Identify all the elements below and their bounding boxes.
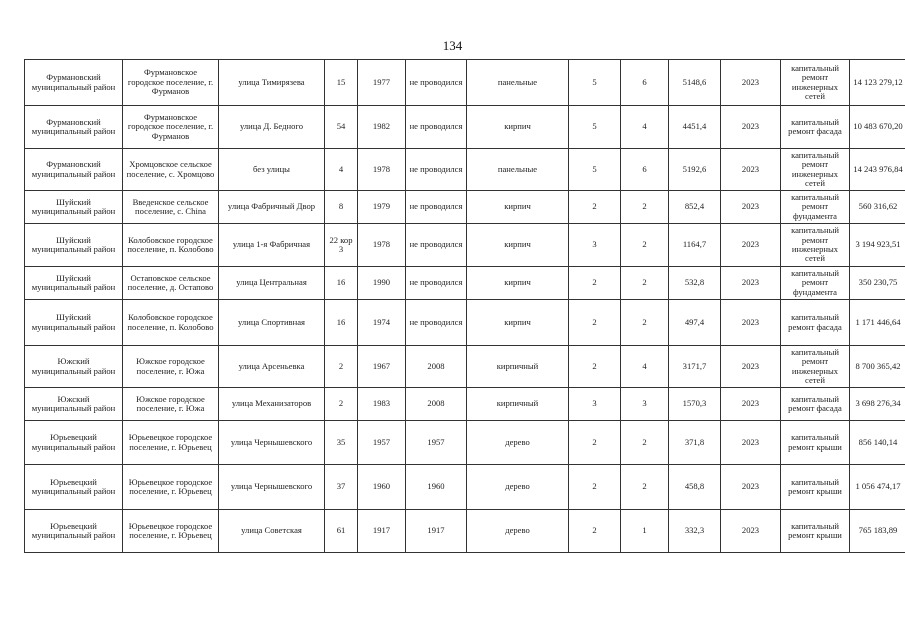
cost-cell: 3 698 276,34 bbox=[850, 388, 905, 421]
house-number-cell: 54 bbox=[325, 106, 358, 149]
wall-material-cell: дерево bbox=[467, 421, 569, 465]
table-row bbox=[25, 346, 905, 388]
last-repair-cell: не проводился bbox=[406, 149, 467, 191]
settlement-cell: Фурмановское городское поселение, г. Фурманов bbox=[123, 106, 219, 149]
work-type-cell: капитальный ремонт инженерных сетей bbox=[781, 60, 850, 106]
entrances-cell: 4 bbox=[621, 106, 669, 149]
cost-cell: 3 194 923,51 bbox=[850, 224, 905, 267]
floors-cell: 2 bbox=[569, 300, 621, 346]
street-cell: улица Тимирязева bbox=[219, 60, 325, 106]
house-number-cell: 15 bbox=[325, 60, 358, 106]
floors-cell: 2 bbox=[569, 191, 621, 224]
plan-year-cell: 2023 bbox=[721, 421, 781, 465]
settlement-cell: Остаповское сельское поселение, д. Остапово bbox=[123, 267, 219, 300]
floors-cell: 3 bbox=[569, 388, 621, 421]
district-cell: Южский муниципальный район bbox=[25, 388, 123, 421]
house-number-cell: 37 bbox=[325, 465, 358, 510]
house-number-cell: 22 кор 3 bbox=[325, 224, 358, 267]
cost-cell: 8 700 365,42 bbox=[850, 346, 905, 388]
cost-cell: 856 140,14 bbox=[850, 421, 905, 465]
floors-cell: 5 bbox=[569, 106, 621, 149]
area-cell: 532,8 bbox=[669, 267, 721, 300]
plan-year-cell: 2023 bbox=[721, 60, 781, 106]
work-type-cell: капитальный ремонт фундамента bbox=[781, 267, 850, 300]
settlement-cell: Юрьевецкое городское поселение, г. Юрьевец bbox=[123, 465, 219, 510]
year-built-cell: 1957 bbox=[358, 421, 406, 465]
area-cell: 3171,7 bbox=[669, 346, 721, 388]
house-number-cell: 2 bbox=[325, 346, 358, 388]
house-number-cell: 8 bbox=[325, 191, 358, 224]
entrances-cell: 2 bbox=[621, 224, 669, 267]
wall-material-cell: кирпич bbox=[467, 191, 569, 224]
area-cell: 371,8 bbox=[669, 421, 721, 465]
area-cell: 5192,6 bbox=[669, 149, 721, 191]
wall-material-cell: панельные bbox=[467, 149, 569, 191]
area-cell: 332,3 bbox=[669, 510, 721, 553]
district-cell: Юрьевецкий муниципальный район bbox=[25, 510, 123, 553]
settlement-cell: Юрьевецкое городское поселение, г. Юрьевец bbox=[123, 510, 219, 553]
area-cell: 1570,3 bbox=[669, 388, 721, 421]
district-cell: Шуйский муниципальный район bbox=[25, 267, 123, 300]
area-cell: 5148,6 bbox=[669, 60, 721, 106]
street-cell: улица Фабричный Двор bbox=[219, 191, 325, 224]
wall-material-cell: панельные bbox=[467, 60, 569, 106]
wall-material-cell: кирпич bbox=[467, 224, 569, 267]
year-built-cell: 1979 bbox=[358, 191, 406, 224]
floors-cell: 2 bbox=[569, 421, 621, 465]
street-cell: улица Арсеньевка bbox=[219, 346, 325, 388]
work-type-cell: капитальный ремонт фундамента bbox=[781, 191, 850, 224]
district-cell: Юрьевецкий муниципальный район bbox=[25, 465, 123, 510]
street-cell: улица 1-я Фабричная bbox=[219, 224, 325, 267]
district-cell: Южский муниципальный район bbox=[25, 346, 123, 388]
wall-material-cell: дерево bbox=[467, 510, 569, 553]
table-row bbox=[25, 149, 905, 191]
last-repair-cell: не проводился bbox=[406, 224, 467, 267]
plan-year-cell: 2023 bbox=[721, 388, 781, 421]
wall-material-cell: кирпичный bbox=[467, 346, 569, 388]
house-number-cell: 61 bbox=[325, 510, 358, 553]
area-cell: 852,4 bbox=[669, 191, 721, 224]
area-cell: 1164,7 bbox=[669, 224, 721, 267]
settlement-cell: Колобовское городское поселение, п. Колобово bbox=[123, 300, 219, 346]
table-row bbox=[25, 224, 905, 267]
settlement-cell: Юрьевецкое городское поселение, г. Юрьевец bbox=[123, 421, 219, 465]
work-type-cell: капитальный ремонт фасада bbox=[781, 300, 850, 346]
year-built-cell: 1990 bbox=[358, 267, 406, 300]
year-built-cell: 1917 bbox=[358, 510, 406, 553]
table-row bbox=[25, 465, 905, 510]
plan-year-cell: 2023 bbox=[721, 224, 781, 267]
floors-cell: 2 bbox=[569, 267, 621, 300]
year-built-cell: 1960 bbox=[358, 465, 406, 510]
table-row bbox=[25, 191, 905, 224]
year-built-cell: 1967 bbox=[358, 346, 406, 388]
house-number-cell: 4 bbox=[325, 149, 358, 191]
entrances-cell: 2 bbox=[621, 300, 669, 346]
street-cell: улица Механизаторов bbox=[219, 388, 325, 421]
area-cell: 4451,4 bbox=[669, 106, 721, 149]
table-row bbox=[25, 300, 905, 346]
year-built-cell: 1983 bbox=[358, 388, 406, 421]
settlement-cell: Колобовское городское поселение, п. Колобово bbox=[123, 224, 219, 267]
entrances-cell: 2 bbox=[621, 421, 669, 465]
table-row bbox=[25, 421, 905, 465]
settlement-cell: Южское городское поселение, г. Южа bbox=[123, 388, 219, 421]
floors-cell: 2 bbox=[569, 510, 621, 553]
cost-cell: 14 123 279,12 bbox=[850, 60, 905, 106]
district-cell: Шуйский муниципальный район bbox=[25, 191, 123, 224]
floors-cell: 2 bbox=[569, 465, 621, 510]
street-cell: без улицы bbox=[219, 149, 325, 191]
plan-year-cell: 2023 bbox=[721, 346, 781, 388]
plan-year-cell: 2023 bbox=[721, 465, 781, 510]
street-cell: улица Советская bbox=[219, 510, 325, 553]
table-row bbox=[25, 60, 905, 106]
settlement-cell: Введенское сельское поселение, с. China bbox=[123, 191, 219, 224]
work-type-cell: капитальный ремонт фасада bbox=[781, 106, 850, 149]
floors-cell: 5 bbox=[569, 149, 621, 191]
housing-repair-table bbox=[24, 59, 905, 553]
house-number-cell: 2 bbox=[325, 388, 358, 421]
area-cell: 458,8 bbox=[669, 465, 721, 510]
last-repair-cell: не проводился bbox=[406, 191, 467, 224]
page-number: 134 bbox=[442, 38, 463, 53]
house-number-cell: 16 bbox=[325, 300, 358, 346]
work-type-cell: капитальный ремонт крыши bbox=[781, 510, 850, 553]
plan-year-cell: 2023 bbox=[721, 300, 781, 346]
settlement-cell: Южское городское поселение, г. Южа bbox=[123, 346, 219, 388]
last-repair-cell: 1960 bbox=[406, 465, 467, 510]
district-cell: Шуйский муниципальный район bbox=[25, 300, 123, 346]
last-repair-cell: 1917 bbox=[406, 510, 467, 553]
entrances-cell: 4 bbox=[621, 346, 669, 388]
settlement-cell: Хромцовское сельское поселение, с. Хромцово bbox=[123, 149, 219, 191]
floors-cell: 2 bbox=[569, 346, 621, 388]
last-repair-cell: 2008 bbox=[406, 388, 467, 421]
table-row bbox=[25, 106, 905, 149]
entrances-cell: 1 bbox=[621, 510, 669, 553]
plan-year-cell: 2023 bbox=[721, 149, 781, 191]
year-built-cell: 1977 bbox=[358, 60, 406, 106]
entrances-cell: 2 bbox=[621, 267, 669, 300]
table-row bbox=[25, 267, 905, 300]
entrances-cell: 3 bbox=[621, 388, 669, 421]
work-type-cell: капитальный ремонт крыши bbox=[781, 465, 850, 510]
entrances-cell: 2 bbox=[621, 191, 669, 224]
street-cell: улица Спортивная bbox=[219, 300, 325, 346]
plan-year-cell: 2023 bbox=[721, 267, 781, 300]
last-repair-cell: 2008 bbox=[406, 346, 467, 388]
entrances-cell: 6 bbox=[621, 60, 669, 106]
last-repair-cell: не проводился bbox=[406, 60, 467, 106]
table-row bbox=[25, 388, 905, 421]
wall-material-cell: кирпич bbox=[467, 106, 569, 149]
settlement-cell: Фурмановское городское поселение, г. Фурманов bbox=[123, 60, 219, 106]
work-type-cell: капитальный ремонт инженерных сетей bbox=[781, 224, 850, 267]
area-cell: 497,4 bbox=[669, 300, 721, 346]
table-row bbox=[25, 510, 905, 553]
last-repair-cell: не проводился bbox=[406, 300, 467, 346]
last-repair-cell: не проводился bbox=[406, 267, 467, 300]
wall-material-cell: кирпич bbox=[467, 300, 569, 346]
work-type-cell: капитальный ремонт инженерных сетей bbox=[781, 149, 850, 191]
house-number-cell: 16 bbox=[325, 267, 358, 300]
district-cell: Фурмановский муниципальный район bbox=[25, 149, 123, 191]
year-built-cell: 1974 bbox=[358, 300, 406, 346]
work-type-cell: капитальный ремонт крыши bbox=[781, 421, 850, 465]
year-built-cell: 1978 bbox=[358, 224, 406, 267]
work-type-cell: капитальный ремонт инженерных сетей bbox=[781, 346, 850, 388]
district-cell: Шуйский муниципальный район bbox=[25, 224, 123, 267]
street-cell: улица Чернышевского bbox=[219, 465, 325, 510]
street-cell: улица Д. Бедного bbox=[219, 106, 325, 149]
plan-year-cell: 2023 bbox=[721, 510, 781, 553]
last-repair-cell: 1957 bbox=[406, 421, 467, 465]
cost-cell: 560 316,62 bbox=[850, 191, 905, 224]
district-cell: Фурмановский муниципальный район bbox=[25, 60, 123, 106]
wall-material-cell: кирпичный bbox=[467, 388, 569, 421]
cost-cell: 1 171 446,64 bbox=[850, 300, 905, 346]
plan-year-cell: 2023 bbox=[721, 106, 781, 149]
cost-cell: 10 483 670,20 bbox=[850, 106, 905, 149]
wall-material-cell: кирпич bbox=[467, 267, 569, 300]
year-built-cell: 1978 bbox=[358, 149, 406, 191]
entrances-cell: 2 bbox=[621, 465, 669, 510]
floors-cell: 5 bbox=[569, 60, 621, 106]
cost-cell: 350 230,75 bbox=[850, 267, 905, 300]
cost-cell: 765 183,89 bbox=[850, 510, 905, 553]
wall-material-cell: дерево bbox=[467, 465, 569, 510]
entrances-cell: 6 bbox=[621, 149, 669, 191]
last-repair-cell: не проводился bbox=[406, 106, 467, 149]
cost-cell: 14 243 976,84 bbox=[850, 149, 905, 191]
floors-cell: 3 bbox=[569, 224, 621, 267]
plan-year-cell: 2023 bbox=[721, 191, 781, 224]
district-cell: Фурмановский муниципальный район bbox=[25, 106, 123, 149]
year-built-cell: 1982 bbox=[358, 106, 406, 149]
street-cell: улица Чернышевского bbox=[219, 421, 325, 465]
cost-cell: 1 056 474,17 bbox=[850, 465, 905, 510]
street-cell: улица Центральная bbox=[219, 267, 325, 300]
work-type-cell: капитальный ремонт фасада bbox=[781, 388, 850, 421]
district-cell: Юрьевецкий муниципальный район bbox=[25, 421, 123, 465]
house-number-cell: 35 bbox=[325, 421, 358, 465]
